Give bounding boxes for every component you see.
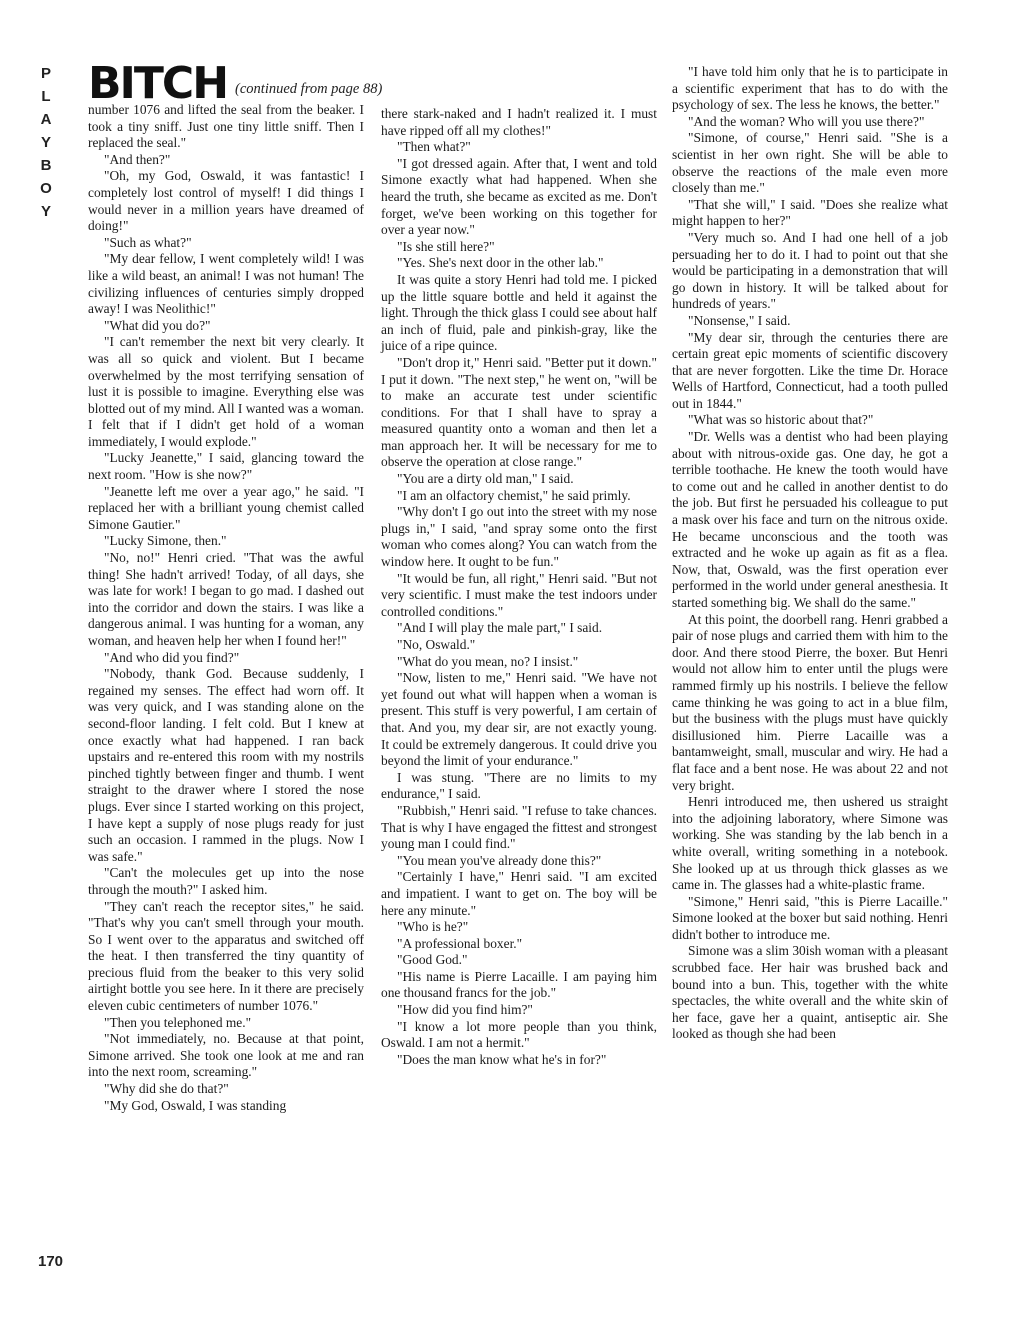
paragraph: "I got dressed again. After that, I went and told Simone exactly what had happened. When she heard the truth, she became as excited as me. Don't forget, we've been working on this together for over a year now."	[381, 155, 657, 238]
magazine-letter: O	[40, 180, 52, 197]
paragraph: "My dear sir, through the centuries there are certain great epic moments of scientific discovery that are never forgotten. Like the time Dr. Horace Wells of Hartford, Connecticut, had a tooth pulled out in 1844."	[672, 329, 948, 411]
paragraph: "Does the man know what he's in for?"	[397, 1051, 607, 1067]
magazine-letter: A	[40, 111, 52, 128]
text-column-1	[88, 102, 364, 1114]
paragraph: "What did you do?"	[104, 317, 211, 333]
paragraph: "His name is Pierre Lacaille. I am paying him one thousand francs for the job."	[381, 968, 657, 1001]
paragraph: "And the woman? Who will you use there?"	[688, 113, 925, 129]
paragraph: "Such as what?"	[104, 234, 192, 250]
paragraph: "They can't reach the receptor sites," he said. "That's why you can't smell through your mouth. So I went over to the apparatus and switched off the heat. I then transferred the tiny quantity of precious fluid from the beaker to this very solid airtight bottle you see here. In it there are precisely eleven cubic centimeters of number 1076."	[88, 898, 364, 1014]
magazine-letter: L	[41, 88, 51, 105]
magazine-letter: Y	[40, 134, 51, 151]
paragraph: "Then what?"	[397, 139, 471, 155]
paragraph: "Is she still here?"	[397, 238, 495, 254]
magazine-name-vertical	[34, 62, 58, 223]
paragraph: "I am an olfactory chemist," he said primly.	[397, 487, 631, 503]
paragraph: "Simone," Henri said, "this is Pierre Lacaille." Simone looked at the boxer but said nothing. Henri didn't bother to introduce me.	[672, 893, 948, 942]
paragraph: "No, no!" Henri cried. "That was the awful thing! She hadn't arrived! Today, of all days, she was late for work! I began to go mad. I dashed out into the corridor and down the stairs. I was like a dangerous animal. I was hunting for a woman, any woman, and heaven help her when I found her!"	[88, 550, 364, 648]
continued-note: (continued from page 88)	[235, 81, 383, 97]
paragraph: "And who did you find?"	[104, 649, 240, 665]
paragraph: "Jeanette left me over a year ago," he said. "I replaced her with a brilliant young chemist called Simone Gautier."	[88, 483, 364, 532]
paragraph: "Why don't I go out into the street with my nose plugs in," I said, "and spray some onto the first woman who comes along? You can watch from the window here. It ought to be fun."	[381, 504, 657, 570]
paragraph: "No, Oswald."	[397, 637, 476, 652]
paragraph: "Rubbish," Henri said. "I refuse to take chances. That is why I have engaged the fittest and strongest young man I could find."	[381, 802, 657, 852]
paragraph: "Lucky Jeanette," I said, glancing toward the next room. "How is she now?"	[88, 450, 364, 483]
paragraph: "And then?"	[104, 151, 171, 167]
paragraph: "And I will play the male part," I said.	[397, 620, 603, 636]
paragraph: "What was so historic about that?"	[688, 412, 874, 428]
paragraph: "That she will," I said. "Does she realize what might happen to her?"	[672, 196, 948, 229]
paragraph: "I can't remember the next bit very clearly. It was all so quick and violent. But I became overwhelmed by the most terrifying sensation of lust it is possible to imagine. Everything else was blotted out of my mind. All I wanted was a woman. I felt that if I didn't get hold of a woman immediately, I would explode."	[88, 334, 364, 449]
text-column-3	[672, 64, 948, 1043]
paragraph: "Simone, of course," Henri said. "She is a scientist in her own right. She will be able to observe the reactions of the male even more closely than me."	[672, 130, 948, 196]
paragraph: "My God, Oswald, I was standing	[104, 1097, 287, 1113]
paragraph: "Nobody, thank God. Because suddenly, I regained my senses. The effect had worn off. It was very quick, and I was standing alone on the second-floor landing. I felt cold. But I knew at once exactly what had happened. I ran back upstairs and re-entered this room with my nostrils pinched tightly between finger and thumb. I went straight to the drawer where I stored the nose plugs. Ever since I started working on this project, I have kept a supply of nose plugs ready for just such an occasion. I rammed in the plugs. Now I was safe."	[88, 666, 364, 864]
paragraph: Simone was a slim 30ish woman with a pleasant scrubbed face. Her hair was brushed back and bound into a bun. This, together with the white spectacles, the white overall and the white skin of her face, gave her a quaint, antiseptic air. She looked as though she had been	[672, 943, 948, 1042]
paragraph: "Why did she do that?"	[104, 1081, 229, 1097]
paragraph: "Good God."	[397, 952, 468, 968]
paragraph: Henri introduced me, then ushered us straight into the adjoining laboratory, where Simone was working. She was standing by the lab bench in a white overall, writing something in a notebook. She looked up at us through thick glasses as we came in. The glasses had a white-plastic frame.	[672, 794, 948, 893]
paragraph: "Certainly I have," Henri said. "I am excited and impatient. I want to get on. The boy will be here any minute."	[381, 869, 657, 918]
magazine-letter: Y	[40, 203, 51, 220]
paragraph: "You mean you've already done this?"	[397, 852, 602, 868]
text-column-2	[381, 106, 657, 1068]
paragraph: "It would be fun, all right," Henri said. "But not very scientific. I must make the test indoors under controlled conditions."	[381, 570, 657, 619]
paragraph: "Oh, my God, Oswald, it was fantastic! I completely lost control of myself! I did things I would never in a million years have dreamed of doing!"	[88, 168, 364, 234]
paragraph: "Nonsense," I said.	[688, 312, 791, 328]
paragraph: I was stung. "There are no limits to my endurance," I said.	[381, 769, 657, 802]
paragraph: "Lucky Simone, then."	[104, 533, 227, 549]
paragraph: "Very much so. And I had one hell of a job persuading her to do it. I had to point out that she would be participating in a demonstration that will go down in history. It will be talked about for hundreds of years."	[672, 229, 948, 312]
paragraph: "Dr. Wells was a dentist who had been playing about with nitrous-oxide gas. One day, he got a terrible toothache. He knew the tooth would have to come out and he called in another dentist to do the job. But first he persuaded his colleague to put a mask over his face and turn on the nitrous oxide. He became unconscious and the tooth was extracted and he woke up again as fit as a flea. Now, that, Oswald, was the first operation ever performed in the world under general anesthesia. It started something big. We shall do the same."	[672, 429, 948, 610]
paragraph: "You are a dirty old man," I said.	[397, 471, 574, 487]
paragraph: "How did you find him?"	[397, 1002, 533, 1018]
paragraph: At this point, the doorbell rang. Henri grabbed a pair of nose plugs and carried them with him to the door. And there stood Pierre, the boxer. But Henri would not allow him to enter until the plugs were rammed firmly up his nostrils. I believe the fellow came thinking he was going to act in a blue film, but the business with the plugs must have quickly disillusioned him. Pierre Lacaille was a bantamweight, small, muscular and wiry. He had a flat face and a bent nose. He was about 22 and not very bright.	[672, 611, 948, 793]
paragraph: "Don't drop it," Henri said. "Better put it down." I put it down. "The next step," he went on, "will be to make an accurate test under scientific conditions. For that I shall have to spray a measured quantity onto a woman and then let a man approach her. It will be necessary for me to observe the operation at close range."	[381, 354, 657, 470]
magazine-letter: P	[40, 65, 51, 82]
paragraph: "Then you telephoned me."	[104, 1014, 252, 1030]
paragraph: "Now, listen to me," Henri said. "We have not yet found out what will happen when a woman is present. This stuff is very powerful, I am certain of that. And you, my dear sir, are not exactly young. It could be extremely dangerous. It could drive you beyond the limit of your endurance."	[381, 670, 657, 769]
paragraph: "I know a lot more people than you think, Oswald. I am not a hermit."	[381, 1018, 657, 1051]
paragraph: "A professional boxer."	[397, 935, 523, 951]
paragraph: there stark-naked and I hadn't realized it. I must have ripped off all my clothes!"	[381, 106, 657, 138]
paragraph: "Can't the molecules get up into the nose through the mouth?" I asked him.	[88, 865, 364, 897]
paragraph: "Who is he?"	[397, 919, 469, 935]
paragraph: "What do you mean, no? I insist."	[397, 653, 579, 669]
paragraph: "Not immediately, no. Because at that point, Simone arrived. She took one look at me and ran into the next room, screaming."	[88, 1031, 364, 1080]
paragraph: It was quite a story Henri had told me. I picked up the little square bottle and held it against the light. Through the thick glass I could see about half an inch of fluid, pale and pinkish-gray, like the juice of a ripe quince.	[381, 271, 657, 354]
paragraph: number 1076 and lifted the seal from the beaker. I took a tiny sniff. Just one tiny little sniff. Then I replaced the seal."	[88, 102, 364, 151]
article-title: BITCH	[88, 58, 228, 109]
paragraph: "I have told him only that he is to participate in a scientific experiment that has to do with the psychology of sex. The less he knows, the better."	[672, 64, 948, 113]
paragraph: "Yes. She's next door in the other lab."	[397, 255, 604, 271]
page-number: 170	[38, 1253, 64, 1270]
article-header	[88, 58, 383, 109]
magazine-letter: B	[40, 157, 52, 174]
paragraph: "My dear fellow, I went completely wild! I was like a wild beast, an animal! I was not human! The civilizing influences of centuries simply dropped away! I was Neolithic!"	[88, 251, 364, 317]
